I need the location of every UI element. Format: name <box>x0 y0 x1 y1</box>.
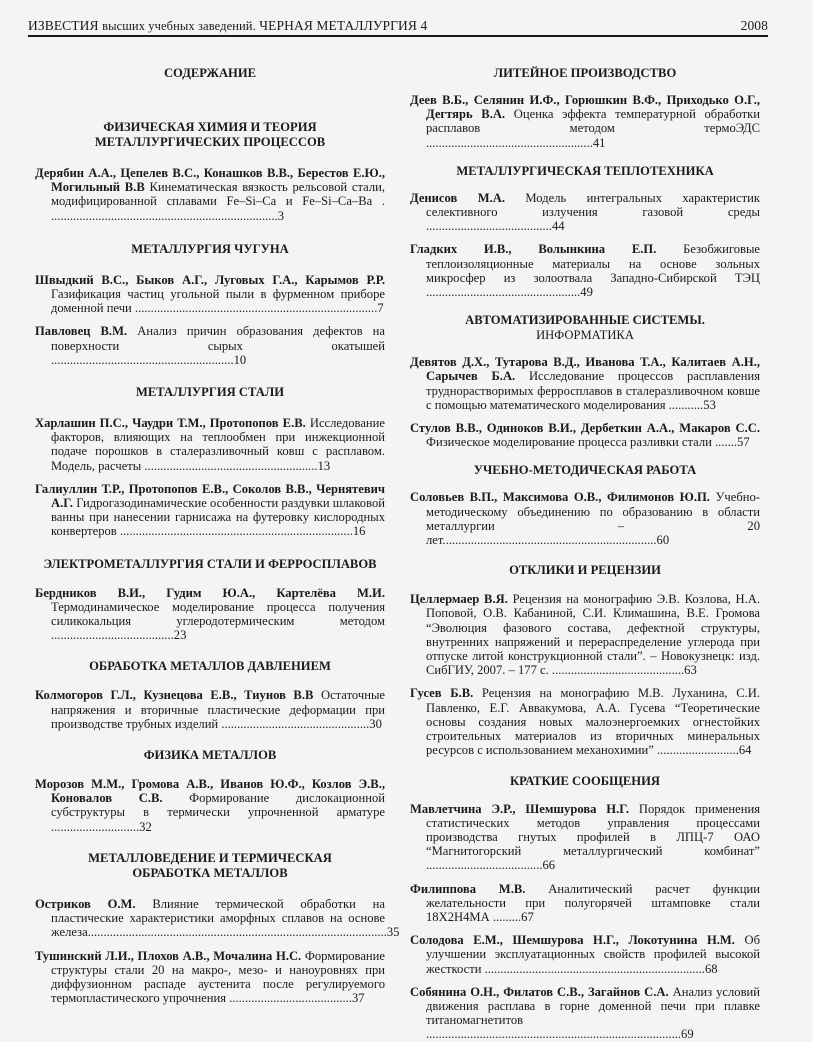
section-heading-metallography: МЕТАЛЛОВЕДЕНИЕ И ТЕРМИЧЕСКАЯ ОБРАБОТКА МЕТАЛЛОВ <box>88 850 332 880</box>
entry-authors: Тушинский Л.И., Плохов А.В., Мочалина Н.С. <box>35 948 302 963</box>
toc-entry[interactable] <box>410 985 760 1042</box>
section-heading-steel-metallurgy: МЕТАЛЛУРГИЯ СТАЛИ <box>135 385 285 400</box>
entry-title: Оценка эффекта температурной обработки расплавов методом термоЭДС .....................................................41 <box>426 107 760 150</box>
section-heading-line2: ИНФОРМАТИКА <box>536 328 634 343</box>
toc-entry[interactable] <box>410 686 760 757</box>
section-heading-metal-physics: ФИЗИКА МЕТАЛЛОВ <box>143 748 277 763</box>
section-heading-foundry: ЛИТЕЙНОЕ ПРОИЗВОДСТВО <box>493 66 677 80</box>
entry-authors: Галиуллин Т.Р., Протопопов Е.В., Соколов В.В., Чернятевич А.Г. <box>35 481 385 511</box>
entry-authors: Деев В.Б., Селянин И.Ф., Горюшкин В.Ф., Приходько О.Г., Дегтярь В.А. <box>410 93 760 122</box>
entry-title: Безобжиговые теплоизоляционные материалы на основе зольных микросфер из золоотвала Западно-Сибирской ТЭЦ .................................................49 <box>426 242 760 300</box>
entry-authors: Денисов М.А. <box>410 190 505 205</box>
contents-title: СОДЕРЖАНИЕ <box>163 66 257 80</box>
toc-entry[interactable] <box>410 882 760 925</box>
toc-entry[interactable] <box>35 166 385 223</box>
entry-title: Остаточные напряжения и вторичные пластические деформации при производстве трубных изделий ...............................................30 <box>51 688 386 731</box>
toc-entry[interactable] <box>35 416 385 473</box>
toc-entry[interactable] <box>35 273 385 316</box>
section-heading-automated-systems <box>410 313 760 343</box>
toc-entry[interactable] <box>35 324 385 367</box>
entry-authors: Колмогоров Г.Л., Кузнецова Е.В., Тиунов В.В <box>35 688 314 703</box>
entry-authors: Гусев Б.В. <box>410 686 474 701</box>
entry-title: Гидрогазодинамические особенности раздувки шлаковой ванны при нанесении гарнисажа на футеровку кислородных конвертеров ..........................................................................16 <box>51 496 385 539</box>
issue-number: 4 <box>420 18 428 33</box>
entry-authors: Филиппова М.В. <box>410 881 526 896</box>
section-heading-physical-chemistry: ФИЗИЧЕСКАЯ ХИМИЯ И ТЕОРИЯ МЕТАЛЛУРГИЧЕСКИХ ПРОЦЕССОВ <box>94 120 326 149</box>
section-heading-metal-forming: ОБРАБОТКА МЕТАЛЛОВ ДАВЛЕНИЕМ <box>89 659 331 674</box>
section-heading-short-reports: КРАТКИЕ СООБЩЕНИЯ <box>509 773 660 788</box>
toc-entry[interactable] <box>410 802 760 873</box>
toc-entry[interactable] <box>410 421 760 449</box>
section-heading-education: УЧЕБНО-МЕТОДИЧЕСКАЯ РАБОТА <box>473 463 697 478</box>
entry-title: Аналитический расчет функции желательности при полугорячей штамповке стали 18Х2Н4МА .........67 <box>426 881 760 924</box>
toc-entry[interactable] <box>410 93 760 150</box>
right-column <box>410 66 760 1042</box>
entry-title: Формирование дислокационной субструктуры в термически упрочненной арматуре ............................32 <box>51 791 385 834</box>
entry-title: Формирование структуры стали 20 на макро-, мезо- и наноуровнях при диффузионном распаде аустенита после регулируемого термопластического упрочнения .......................................37 <box>51 948 385 1006</box>
section-heading-heat-engineering: МЕТАЛЛУРГИЧЕСКАЯ ТЕПЛОТЕХНИКА <box>456 163 714 178</box>
running-header <box>28 8 768 34</box>
toc-entry[interactable] <box>410 490 760 547</box>
entry-authors: Солодова Е.М., Шемшурова Н.Г., Локотунина Н.М. <box>410 933 735 948</box>
entry-title: Модель интегральных характеристик селективного излучения газовой среды ........................................44 <box>426 190 760 234</box>
entry-title: Учебно-методическому объединению по образованию в области металлургии – 20 лет....................................................................60 <box>426 490 760 548</box>
journal-title-part2: высших учебных заведений. <box>102 19 256 33</box>
toc-entry[interactable] <box>410 191 760 234</box>
entry-authors: Остриков О.М. <box>35 896 136 911</box>
entry-authors: Собянина О.Н., Филатов С.В., Загайнов С.А. <box>410 984 669 999</box>
journal-title-part3: ЧЕРНАЯ МЕТАЛЛУРГИЯ <box>259 18 418 33</box>
entry-authors: Гладких И.В., Волынкина Е.П. <box>410 242 657 257</box>
year: 2008 <box>740 18 768 33</box>
entry-title: Анализ условий движения расплава в горне доменной печи при плавке титаномагнетитов .................................................................................69 <box>426 984 760 1042</box>
journal-title-part1: ИЗВЕСТИЯ <box>28 18 99 33</box>
entry-authors: Стулов В.В., Одиноков В.И., Дербеткин А.А., Макаров С.С. <box>410 421 760 436</box>
toc-entry[interactable] <box>35 896 400 940</box>
entry-title: Исследование факторов, влияющих на теплообмен при инжекционной подаче порошков в сталеразливочный ковш с расплавом. Модель, расчеты .......................................................13 <box>51 416 386 473</box>
entry-authors: Девятов Д.Х., Тутарова В.Д., Иванова Т.А., Калитаев А.Н., Сарычев Б.А. <box>410 355 760 384</box>
entry-title: Физическое моделирование процесса разливки стали .......57 <box>426 435 750 450</box>
toc-entry[interactable] <box>410 933 760 976</box>
section-heading-electrometallurgy: ЭЛЕКТРОМЕТАЛЛУРГИЯ СТАЛИ И ФЕРРОСПЛАВОВ <box>43 556 377 571</box>
entry-title: Рецензия на монографию Э.В. Козлова, Н.А. Поповой, О.В. Кабаниной, С.И. Климашина, В.Е. Громова “Эволюция фазового состава, дефектной структуры, внутренних напряжений и перераспределение углерода при отпуске литой конструкционной стали”. – Новокузнецк: изд. СибГИУ, 2007. – 177 с. ..........................................63 <box>426 592 760 678</box>
entry-authors: Соловьев В.П., Максимова О.В., Филимонов Ю.П. <box>410 490 710 505</box>
toc-entry[interactable] <box>35 949 385 1006</box>
entry-authors: Бердников В.И., Гудим Ю.А., Картелёва М.И. <box>35 585 385 600</box>
toc-entry[interactable] <box>410 355 760 412</box>
toc-entry[interactable] <box>410 242 760 299</box>
journal-title <box>28 18 427 34</box>
entry-authors: Морозов М.М., Громова А.В., Иванов Ю.Ф., Козлов Э.В., Коновалов С.В. <box>35 777 385 806</box>
entry-title: Анализ причин образования дефектов на поверхности сырых окатышей ..........................................................10 <box>51 324 385 367</box>
entry-authors: Павловец В.М. <box>35 324 128 339</box>
section-heading-line1: АВТОМАТИЗИРОВАННЫЕ СИСТЕМЫ. <box>465 313 705 328</box>
toc-entry[interactable] <box>35 482 385 539</box>
entry-title: Термодинамическое моделирование процесса получения силикокальция углеродотермическим методом .......................................23 <box>51 599 385 643</box>
entry-title: Об улучшении эксплуатационных свойств профилей высокой жесткости ......................................................................68 <box>426 933 760 976</box>
entry-authors: Швыдкий В.С., Быков А.Г., Луговых Г.А., Карымов Р.Р. <box>35 272 385 287</box>
entry-authors: Мавлетчина Э.Р., Шемшурова Н.Г. <box>410 801 629 816</box>
section-heading-reviews: ОТКЛИКИ И РЕЦЕНЗИИ <box>509 563 661 578</box>
entry-title: Порядок применения статистических методов управления процессами производства гнутых профилей в ЛПЦ-7 ОАО “Магнитогорский металлургический комбинат” .....................................66 <box>426 801 760 873</box>
entry-authors: Дерябин А.А., Цепелев В.С., Конашков В.В., Берестов Е.Ю., Могильный В.В <box>35 166 385 195</box>
entry-title: Влияние термической обработки на пластические характеристики аморфных сплавов на основе железа...............................................................................................35 <box>51 896 400 940</box>
entry-title: Газификация частиц угольной пыли в фурменном приборе доменной печи .............................................................................7 <box>51 287 385 316</box>
toc-entry[interactable] <box>35 586 385 643</box>
toc-entry[interactable] <box>35 688 385 731</box>
entry-title: Рецензия на монографию М.В. Луханина, С.И. Павленко, Е.Г. Аввакумова, А.А. Гусева “Теоретические основы создания новых малоэнергоемких огнестойких строительных материалов из вторичных минеральных ресурсов с использованием механохимии” ..........................64 <box>426 686 760 758</box>
entry-title: Кинематическая вязкость рельсовой стали, модифицированной сплавами Fe–Si–Ca и Fe–Si–Ca–Ba . ........................................................................3 <box>51 180 385 223</box>
entry-title: Исследование процессов расплавления труднорастворимых ферросплавов в сталеразливочном ковше с помощью математического моделирования ...........53 <box>426 369 760 412</box>
entry-authors: Харлашин П.С., Чаудри Т.М., Протопопов Е.В. <box>35 416 306 431</box>
left-column <box>35 66 400 1006</box>
header-rule <box>28 35 768 37</box>
toc-entry[interactable] <box>410 592 760 677</box>
toc-entry[interactable] <box>35 777 385 834</box>
entry-authors: Целлермаер В.Я. <box>410 592 508 607</box>
section-heading-iron-metallurgy: МЕТАЛЛУРГИЯ ЧУГУНА <box>131 241 289 256</box>
